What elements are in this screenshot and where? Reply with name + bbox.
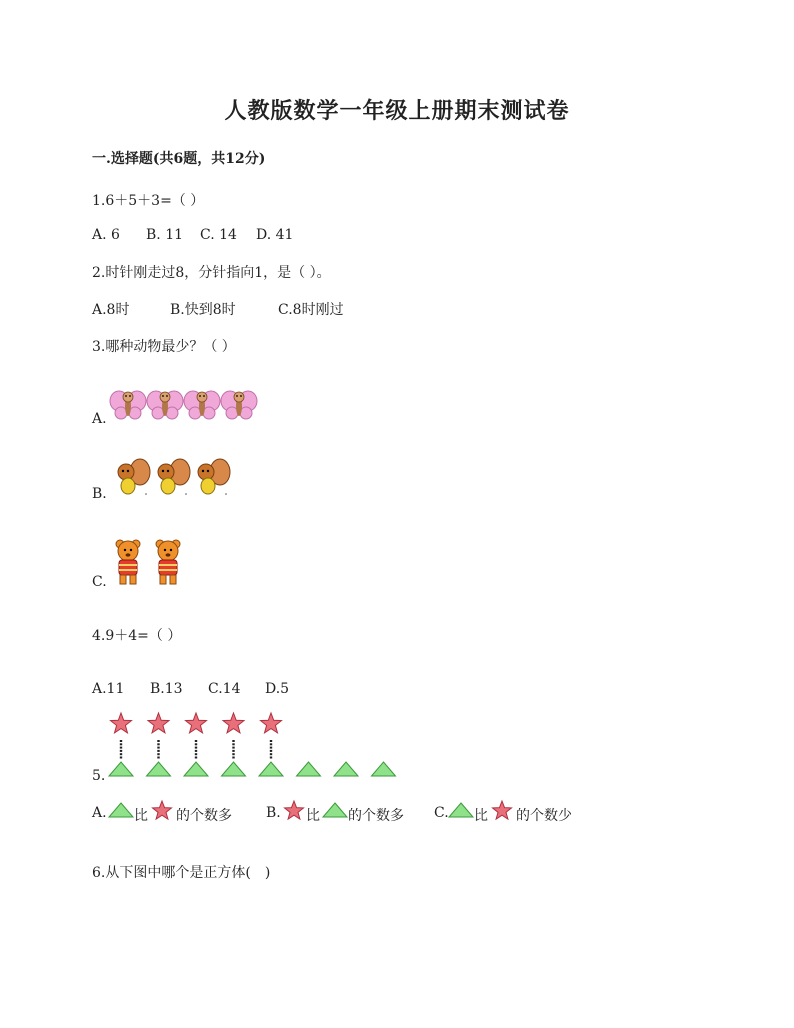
q3-option-b[interactable]: B. <box>92 486 107 502</box>
triangle-icon <box>448 801 474 819</box>
triangle-icon <box>322 801 348 819</box>
q2-option-b[interactable]: B.快到8时 <box>170 302 236 318</box>
butterfly-icon <box>221 391 257 419</box>
question-4-stem: 4.9＋4=（ ） <box>92 628 182 644</box>
butterfly-row <box>110 388 270 424</box>
squirrel-row <box>110 458 240 498</box>
butterfly-icon <box>110 391 146 419</box>
q5-option-b-letter[interactable]: B. <box>266 805 281 821</box>
dotted-connector <box>157 740 159 759</box>
q1-option-d[interactable]: D. 41 <box>256 227 294 243</box>
squirrel-icon <box>158 459 190 495</box>
q5-option-c-word2: 的个数少 <box>516 808 572 824</box>
triangle-mark <box>222 762 246 776</box>
q1-option-b[interactable]: B. 11 <box>146 227 184 243</box>
q2-option-c[interactable]: C.8时刚过 <box>278 302 344 318</box>
triangle-mark <box>334 762 358 776</box>
q3-option-a[interactable]: A. <box>92 411 107 427</box>
star-mark <box>223 713 244 733</box>
triangle-mark <box>297 762 321 776</box>
page-title: 人教版数学一年级上册期末测试卷 <box>224 98 570 124</box>
question-6-stem: 6.从下图中哪个是正方体( ) <box>92 865 271 881</box>
q4-option-c[interactable]: C.14 <box>208 681 241 697</box>
star-icon <box>490 800 514 822</box>
q4-option-b[interactable]: B.13 <box>150 681 183 697</box>
q5-option-a-word1: 比 <box>134 808 148 824</box>
q5-option-b-word1: 比 <box>306 808 320 824</box>
star-triangle-figure <box>105 712 405 782</box>
dotted-connector <box>195 740 197 759</box>
q4-option-d[interactable]: D.5 <box>265 681 290 697</box>
triangle-mark <box>372 762 396 776</box>
question-5-label: 5. <box>92 768 106 784</box>
star-mark <box>111 713 132 733</box>
q5-option-b-word2: 的个数多 <box>348 808 404 824</box>
q2-option-a[interactable]: A.8时 <box>92 302 130 318</box>
triangle-mark <box>184 762 208 776</box>
dotted-connector <box>232 740 234 759</box>
star-icon <box>150 800 174 822</box>
triangle-mark <box>147 762 171 776</box>
star-icon <box>282 800 306 822</box>
star-mark <box>148 713 169 733</box>
bear-icon <box>156 540 180 584</box>
q1-option-a[interactable]: A. 6 <box>92 227 120 243</box>
butterfly-icon <box>184 391 220 419</box>
star-mark <box>186 713 207 733</box>
dotted-connector <box>270 740 272 759</box>
dotted-connector <box>120 740 122 759</box>
triangle-icon <box>108 801 134 819</box>
bear-row <box>110 538 200 588</box>
squirrel-icon <box>118 459 150 495</box>
q4-option-a[interactable]: A.11 <box>92 681 125 697</box>
butterfly-icon <box>147 391 183 419</box>
question-3-stem: 3.哪种动物最少？（ ） <box>92 339 236 355</box>
triangle-mark <box>259 762 283 776</box>
star-mark <box>261 713 282 733</box>
q1-option-c[interactable]: C. 14 <box>200 227 237 243</box>
question-2-stem: 2.时针刚走过8，分针指向1，是（ ）。 <box>92 265 331 281</box>
q5-option-a-word2: 的个数多 <box>176 808 232 824</box>
q5-option-c-word1: 比 <box>474 808 488 824</box>
q5-option-c-letter[interactable]: C. <box>434 805 449 821</box>
squirrel-icon <box>198 459 230 495</box>
section-heading: 一.选择题(共6题，共12分) <box>92 151 266 167</box>
q3-option-c[interactable]: C. <box>92 574 107 590</box>
triangle-mark <box>109 762 133 776</box>
question-1-stem: 1.6＋5＋3=（ ） <box>92 193 205 209</box>
q5-option-a-letter[interactable]: A. <box>92 805 107 821</box>
bear-icon <box>116 540 140 584</box>
